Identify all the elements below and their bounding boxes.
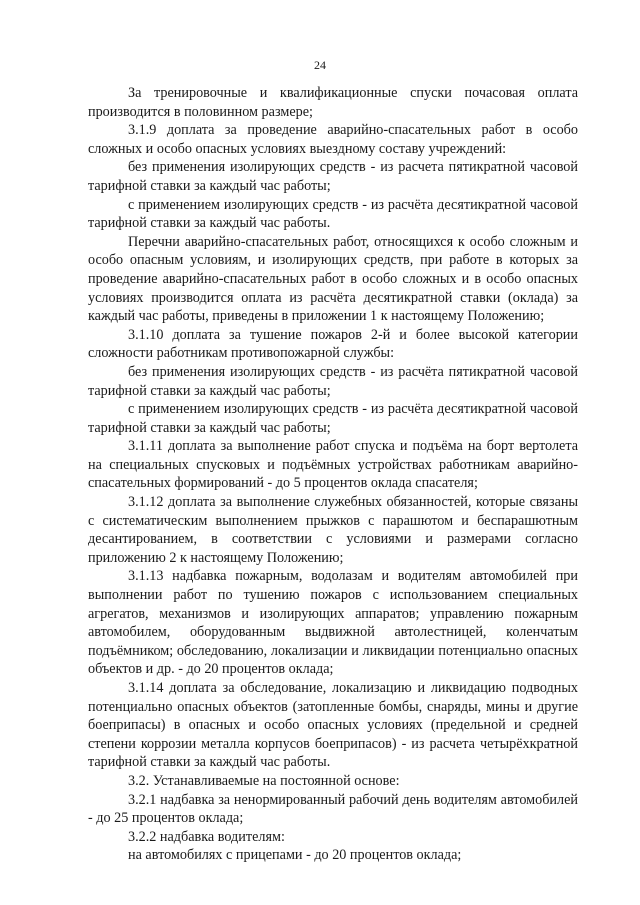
- paragraph: без применения изолирующих средств - из расчёта пятикратной часовой тарифной ставки за каждый час работы;: [88, 363, 578, 399]
- paragraph: Перечни аварийно-спасательных работ, относящихся к особо сложным и особо опасным условиям, и изолирующих средств, при работе в которых за проведение аварийно-спасательных работ в особо сложных и в особо опасных условиях производится оплата из расчёта десятикратной ставки (оклада) за каждый час работы, приведены в приложении 1 к настоящему Положению;: [88, 233, 578, 325]
- paragraph: 3.2.2 надбавка водителям:: [128, 828, 285, 845]
- page-number: 24: [314, 58, 326, 72]
- paragraph: 3.1.10 доплата за тушение пожаров 2-й и более высокой категории сложности работникам противопожарной службы:: [88, 326, 578, 362]
- paragraph: без применения изолирующих средств - из расчета пятикратной часовой тарифной ставки за каждый час работы;: [88, 159, 578, 194]
- paragraph: на автомобилях с прицепами - до 20 процентов оклада;: [128, 847, 462, 864]
- paragraph: с применением изолирующих средств - из расчёта десятикратной часовой тарифной ставки за каждый час работы.: [88, 196, 578, 232]
- paragraph: с применением изолирующих средств - из расчёта десятикратной часовой тарифной ставки за каждый час работы;: [88, 401, 578, 436]
- paragraph: За тренировочные и квалификационные спуски почасовая оплата производится в половинном размере;: [88, 85, 578, 120]
- paragraph: 3.2.1 надбавка за ненормированный рабочий день водителям автомобилей - до 25 процентов оклада;: [88, 791, 578, 827]
- document-body: [88, 84, 578, 865]
- paragraph: 3.2. Устанавливаемые на постоянной основе:: [128, 772, 400, 789]
- paragraph: 3.1.13 надбавка пожарным, водолазам и водителям автомобилей при выполнении работ по тушению пожаров с использованием специальных агрегатов, механизмов и изолирующих аппаратов; управлению пожарным автомобилем, оборудованным выдвижной автолестницей, коленчатым подъёмником; обследованию, локализации и ликвидации потенциально опасных объектов и др. - до 20 процентов оклада;: [88, 568, 578, 678]
- paragraph: 3.1.14 доплата за обследование, локализацию и ликвидацию подводных потенциально опасных объектов (затопленные бомбы, снаряды, мины и другие боеприпасы) в опасных и особо опасных условиях (предельной и средней степени коррозии металла корпусов боеприпасов) - из расчета четырёхкратной тарифной ставки за каждый час работы.: [88, 680, 578, 771]
- paragraph: 3.1.9 доплата за проведение аварийно-спасательных работ в особо сложных и особо опасных условиях выездному составу учреждений:: [88, 122, 578, 157]
- paragraph: 3.1.12 доплата за выполнение служебных обязанностей, которые связаны с систематическим выполнением прыжков с парашютом и беспарашютным десантированием, в соответствии с условиями и размерами согласно приложению 2 к настоящему Положению;: [88, 494, 578, 566]
- paragraph: 3.1.11 доплата за выполнение работ спуска и подъёма на борт вертолета на специальных спусковых и подъёмных устройствах работникам аварийно-спасательных формирований - до 5 процентов оклада спасателя;: [88, 438, 578, 492]
